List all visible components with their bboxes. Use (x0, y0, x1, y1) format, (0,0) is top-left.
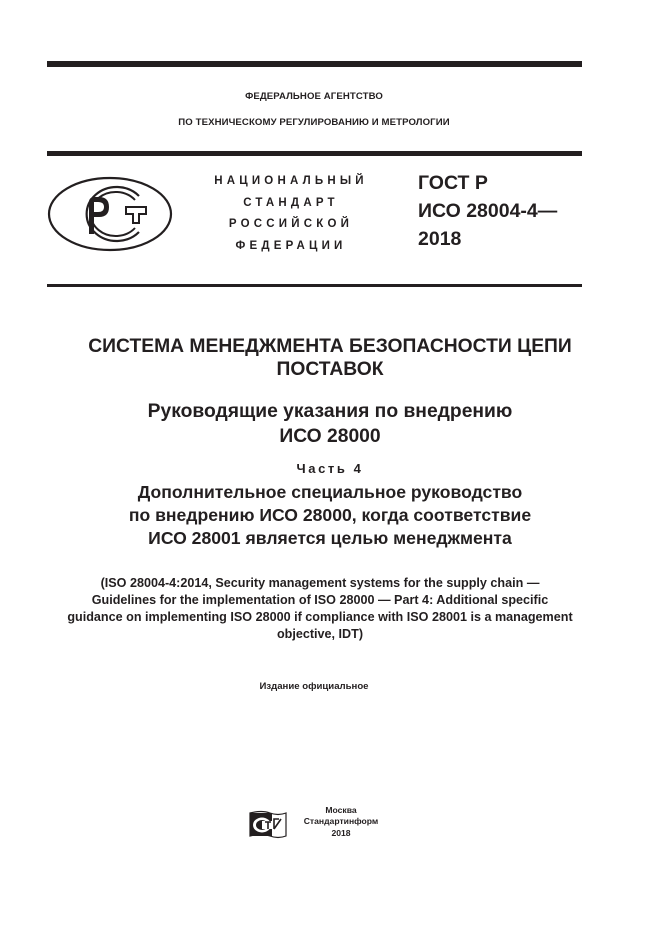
publication-year: 2018 (331, 827, 351, 838)
agency-name-line-1: ФЕДЕРАЛЬНОЕ АГЕНТСТВО (245, 91, 383, 102)
reference-line: guidance on implementing ISO 28000 if compliance with ISO 28001 is a management (67, 610, 573, 624)
top-rule (47, 61, 582, 67)
document-subtitle (40, 399, 620, 449)
designation-line: ИСО 28004-4— (418, 200, 558, 222)
publisher-name: Стандартинформ (303, 816, 379, 827)
designation-line: ГОСТ Р (418, 172, 488, 194)
national-standard-label (196, 171, 386, 257)
part-label: Часть 4 (296, 461, 364, 476)
subtitle-line: ИСО 28000 (279, 426, 381, 447)
agency-name-line-2: ПО ТЕХНИЧЕСКОМУ РЕГУЛИРОВАНИЮ И МЕТРОЛОГИИ (178, 117, 450, 128)
reference-line: Guidelines for the implementation of ISO 28000 — Part 4: Additional specific (91, 593, 549, 607)
national-standard-line: СТАНДАРТ (243, 196, 339, 209)
national-standard-line: ФЕДЕРАЦИИ (235, 239, 347, 252)
part-title (40, 481, 620, 550)
reference-line: objective, IDT) (276, 627, 364, 641)
official-edition-label: Издание официальное (259, 681, 369, 692)
national-standard-line: РОССИЙСКОЙ (228, 218, 354, 230)
national-standard-line: НАЦИОНАЛЬНЫЙ (214, 175, 368, 187)
designation-line: 2018 (418, 228, 462, 250)
publisher-city: Москва (325, 805, 357, 815)
title-line: ПОСТАВОК (276, 359, 384, 380)
middle-rule (47, 151, 582, 156)
subtitle-line: Руководящие указания по внедрению (147, 401, 513, 422)
bottom-rule (47, 284, 582, 287)
standard-designation (418, 169, 557, 253)
standartinform-logo-icon (248, 810, 288, 840)
document-title (40, 335, 620, 381)
part-title-line: Дополнительное специальное руководство (137, 482, 523, 502)
reference-line: (ISO 28004-4:2014, Security management systems for the supply chain — (100, 576, 540, 590)
part-title-line: по внедрению ИСО 28000, когда соответствие (128, 505, 532, 525)
international-standard-reference (10, 575, 630, 643)
part-title-line: ИСО 28001 является целью менеджмента (148, 528, 512, 548)
publisher-info (293, 805, 389, 839)
title-line: СИСТЕМА МЕНЕДЖМЕНТА БЕЗОПАСНОСТИ ЦЕПИ (88, 336, 572, 357)
rst-conformity-mark-icon (47, 176, 173, 252)
